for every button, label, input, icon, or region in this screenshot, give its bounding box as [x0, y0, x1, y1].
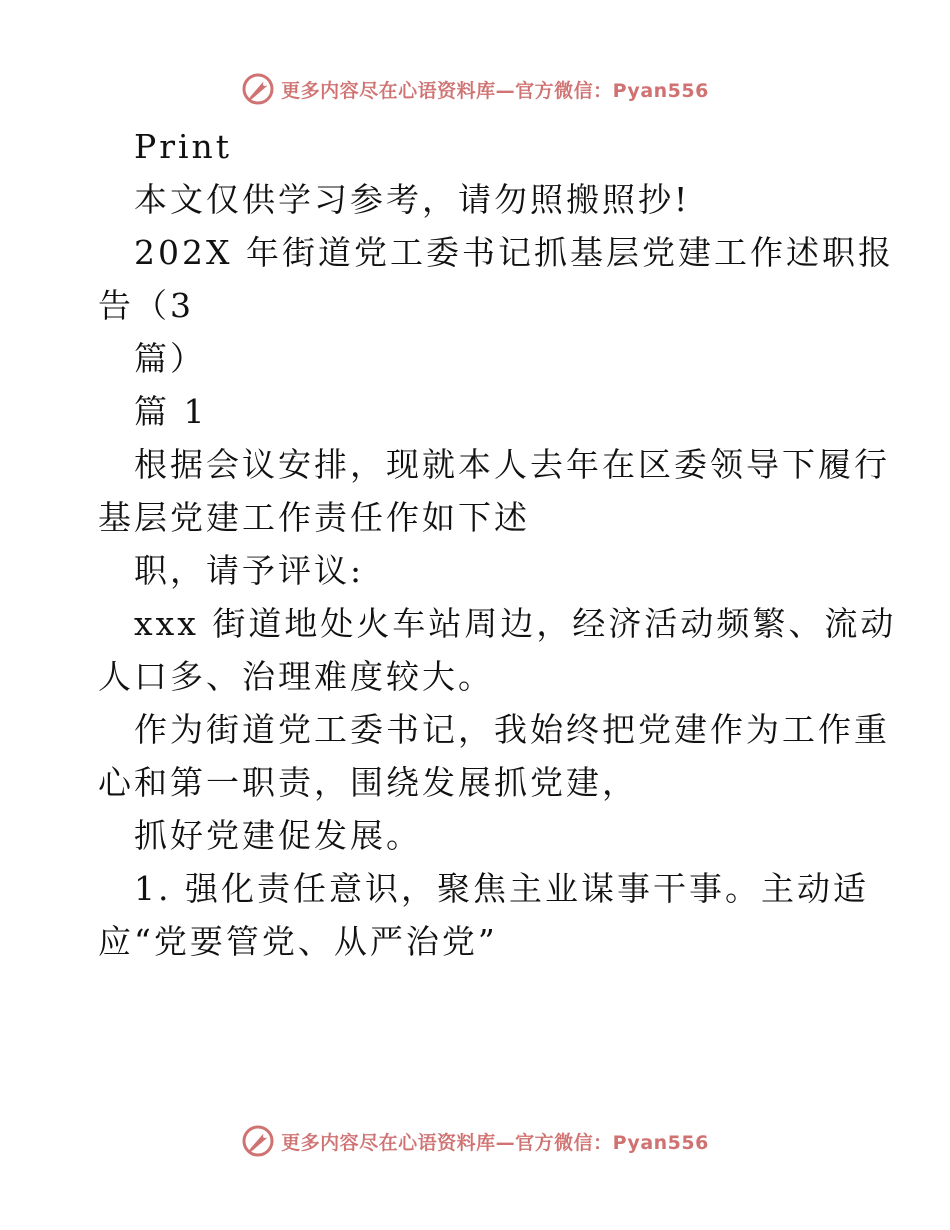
document-line: 篇） [134, 339, 206, 378]
document-line: 人口多、治理难度较大。 [98, 657, 494, 696]
document-line: 本文仅供学习参考，请勿照搬照抄! [134, 180, 691, 219]
document-body [98, 120, 897, 968]
watermark-text: 更多内容尽在心语资料库—官方微信：Pyan556 [281, 1131, 709, 1154]
document-line: 根据会议安排，现就本人去年在区委领导下履行 [134, 445, 890, 484]
document-line: 抓好党建促发展。 [134, 816, 422, 855]
document-line: 职，请予评议: [134, 551, 365, 590]
document-line: Print [134, 127, 233, 166]
pen-nib-logo-icon [241, 1124, 275, 1158]
document-line: 应“党要管党、从严治党” [98, 922, 498, 961]
document-line: 告（3 [98, 286, 194, 325]
document-line: 篇 1 [134, 392, 208, 431]
document-line: xxx 街道地处火车站周边，经济活动频繁、流动 [134, 604, 897, 643]
watermark-footer [0, 1124, 950, 1158]
document-line: 心和第一职责，围绕发展抓党建， [98, 763, 638, 802]
watermark-text: 更多内容尽在心语资料库—官方微信：Pyan556 [281, 79, 709, 102]
document-line: 基层党建工作责任作如下述 [98, 498, 530, 537]
pen-nib-logo-icon [241, 72, 275, 106]
watermark-header [0, 72, 950, 106]
document-line: 作为街道党工委书记，我始终把党建作为工作重 [134, 710, 890, 749]
document-line: 1. 强化责任意识，聚焦主业谋事干事。主动适 [134, 869, 869, 908]
document-line: 202X 年街道党工委书记抓基层党建工作述职报 [134, 233, 894, 272]
